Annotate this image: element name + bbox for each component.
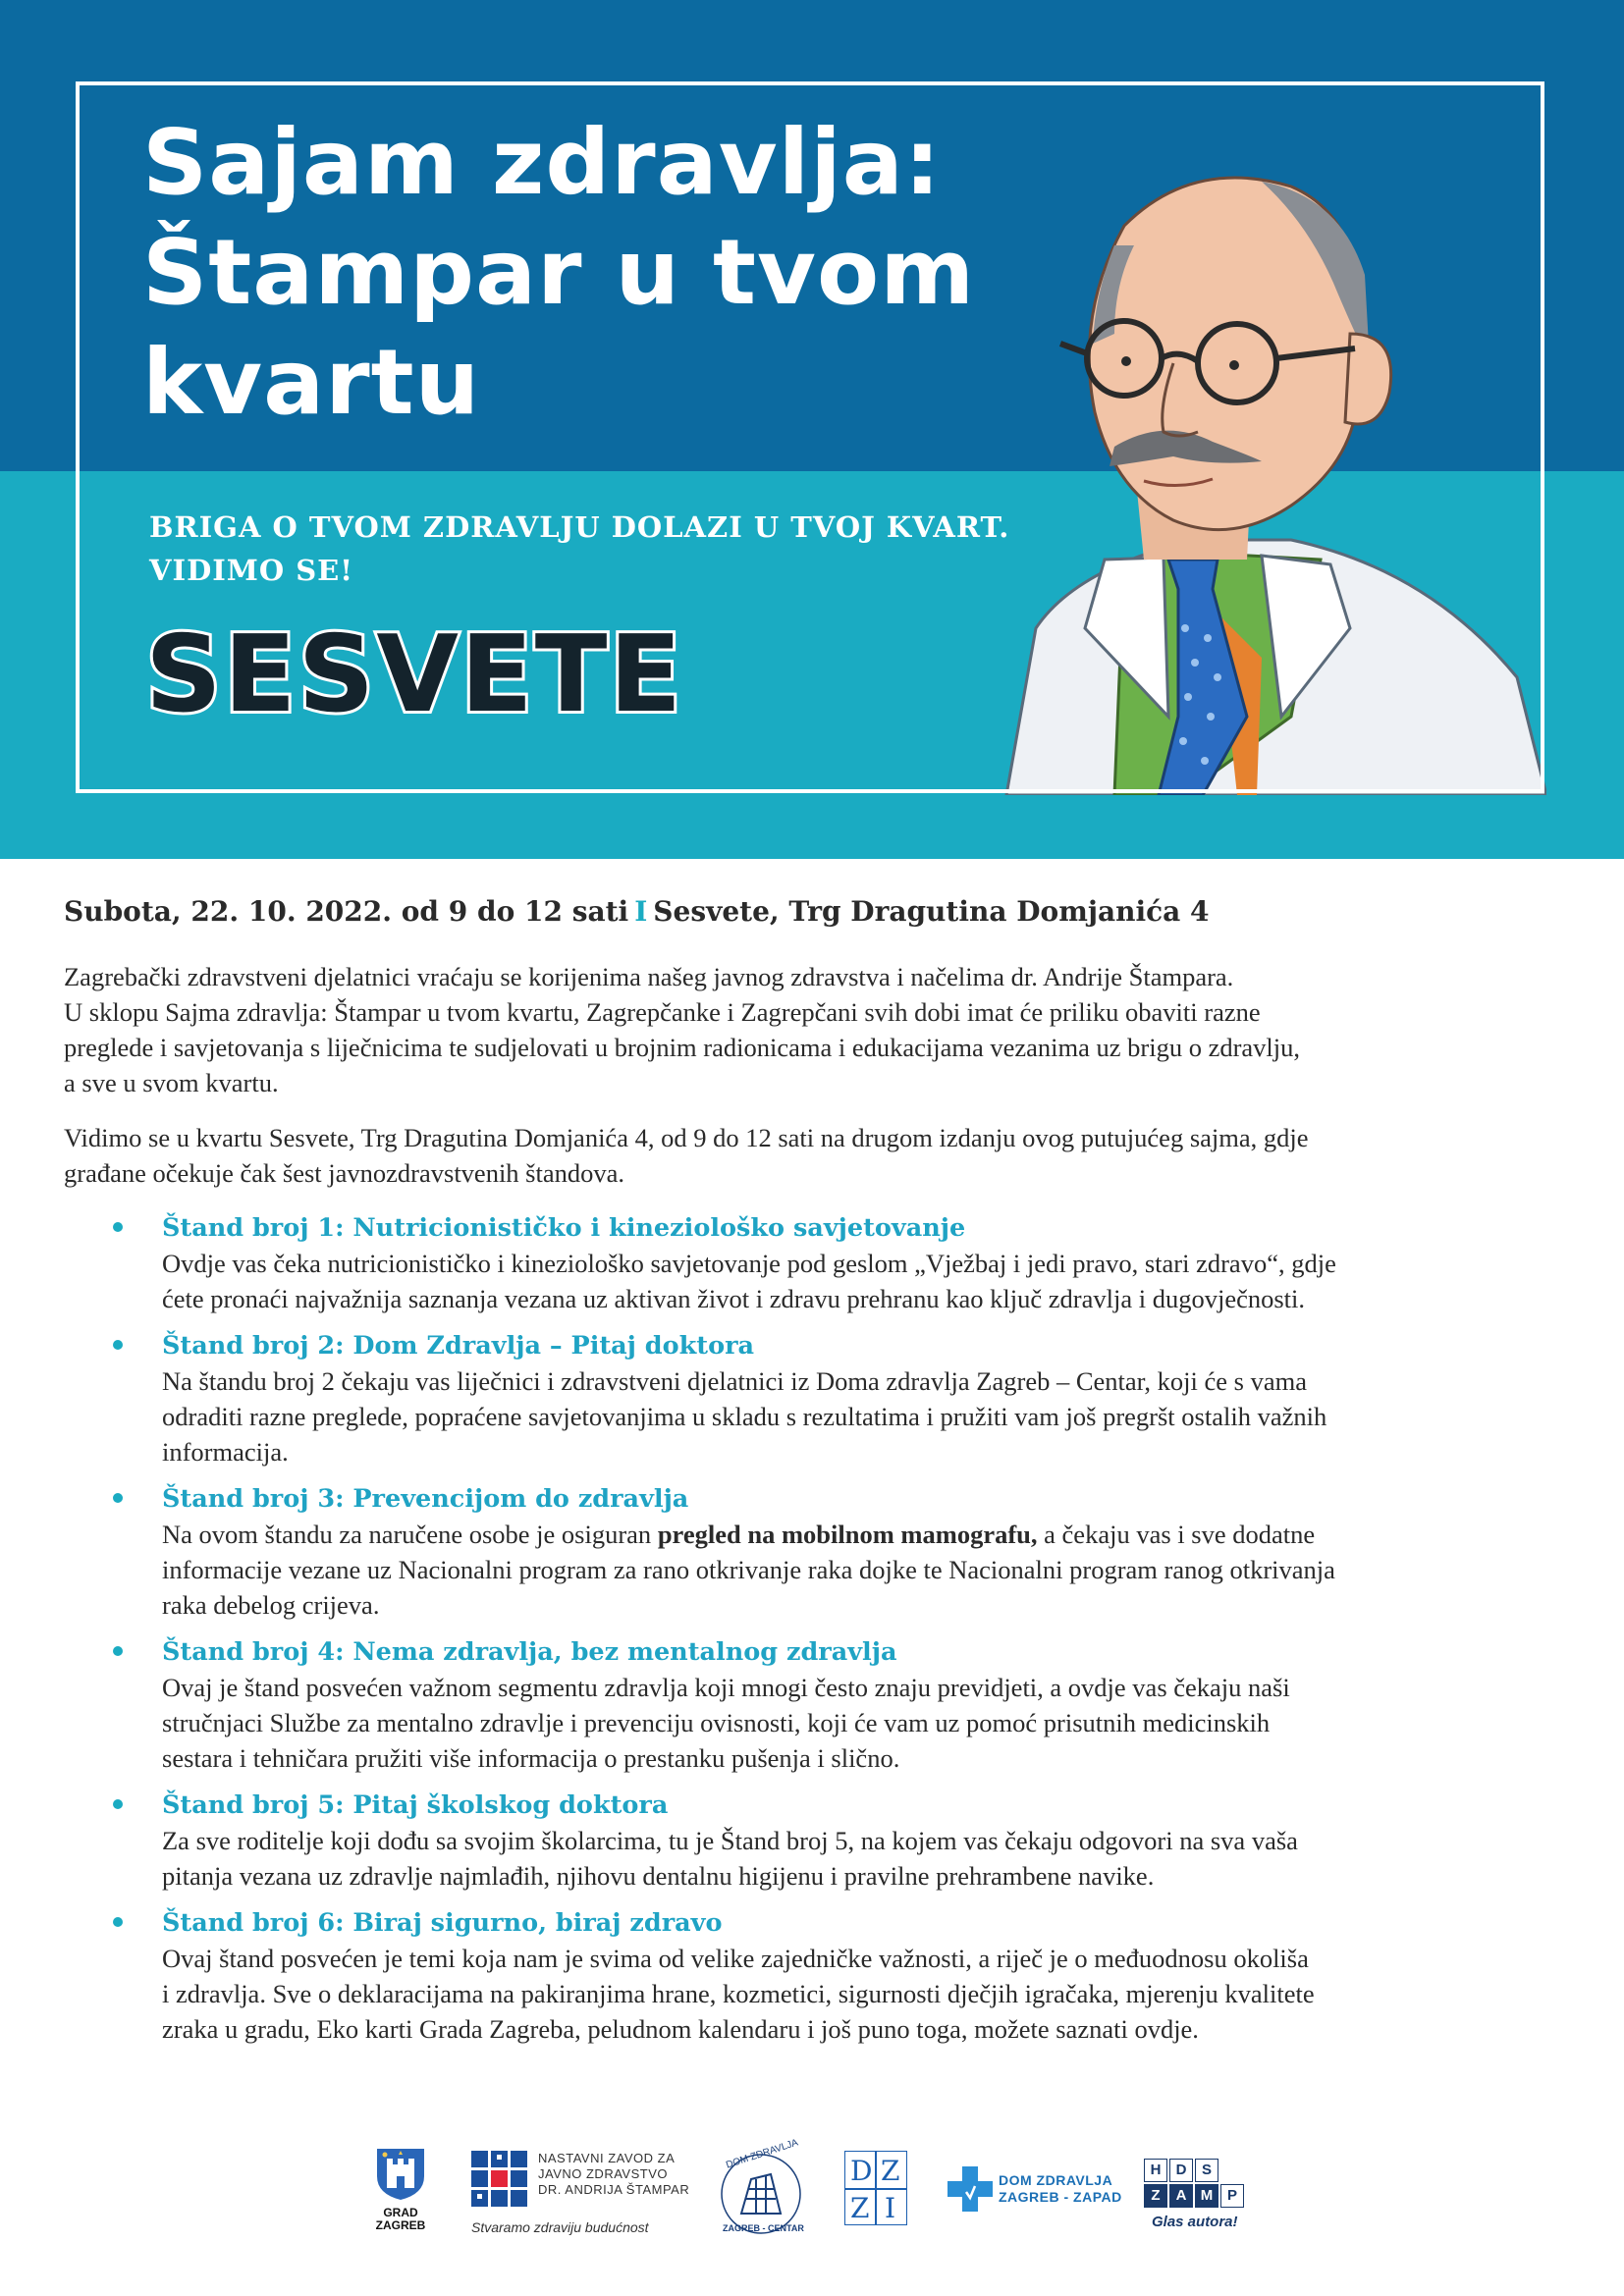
- stand-title: Štand broj 3: Prevencijom do zdravlja: [162, 1484, 689, 1514]
- event-subtitle: [149, 506, 1033, 592]
- zagreb-coat-of-arms-icon: [373, 2145, 428, 2202]
- hds-letter: S: [1195, 2159, 1218, 2182]
- bullet-icon: [113, 1340, 123, 1350]
- nzjz-line: JAVNO ZDRAVSTVO: [538, 2166, 668, 2181]
- grad-zagreb-logo: [373, 2145, 428, 2232]
- intro-line: preglede i savjetovanja s liječnicima te sudjelovati u brojnim radionicama i edukacijama vezanima uz brigu o zdravlju,: [64, 1033, 1301, 1062]
- dzzi-letter: D: [850, 2155, 873, 2187]
- stand-line: odraditi razne preglede, popraćene savjetovanjima u skladu s rezultatima i pružiti vam još pregršt ostalih važnih: [162, 1402, 1327, 1431]
- title-line-2: Štampar u tvom: [142, 220, 976, 325]
- hds-letter: H: [1144, 2159, 1167, 2182]
- stand-line: zraka u gradu, Eko karti Grada Zagreba, peludnom kalendaru i još puno toga, možete saznati ovdje.: [162, 2014, 1199, 2044]
- event-content: [64, 895, 1566, 2058]
- event-date-line: [64, 895, 1566, 928]
- nzjz-grid-icon: [471, 2151, 528, 2208]
- dzzi-letter: Z: [881, 2155, 900, 2187]
- event-date-time: Subota, 22. 10. 2022. od 9 do 12 sati: [64, 895, 629, 928]
- dzzi-logo: [844, 2145, 913, 2233]
- dz-centar-bottom-text: ZAGREB - CENTAR: [723, 2223, 804, 2233]
- stand-line: Ovaj je štand posvećen važnom segmentu zdravlja koji mnogi često znaju previdjeti, a ovdje vas čekaju naši: [162, 1673, 1290, 1702]
- intro-line: a sve u svom kvartu.: [64, 1068, 279, 1097]
- nzjz-line: NASTAVNI ZAVOD ZA: [538, 2151, 676, 2165]
- stand-item-4: [64, 1634, 1566, 1776]
- hds-letter: D: [1169, 2159, 1193, 2182]
- stand-title: Štand broj 2: Dom Zdravlja – Pitaj doktora: [162, 1331, 755, 1361]
- hds-row: [1144, 2159, 1218, 2182]
- stand-line: Ovdje vas čeka nutricionističko i kineziološko savjetovanje pod geslom „Vježbaj i jedi pravo, stari zdravo“, gdje: [162, 1249, 1336, 1278]
- stand-line: Ovaj štand posvećen je temi koja nam je svima od velike zajedničke važnosti, a riječ je o međuodnosu okoliša: [162, 1944, 1309, 1973]
- stand-line: raka debelog crijeva.: [162, 1590, 380, 1620]
- caption-line: ZAGREB: [375, 2218, 426, 2232]
- bullet-icon: [113, 1646, 123, 1656]
- stand-title: Štand broj 1: Nutricionističko i kineziološko savjetovanje: [162, 1213, 966, 1243]
- zamp-letter: Z: [1144, 2184, 1167, 2208]
- zamp-row: [1144, 2184, 1244, 2208]
- date-separator: I: [634, 895, 648, 928]
- stand-item-3: [64, 1481, 1566, 1623]
- stand-description: [162, 1517, 1566, 1623]
- dz-zapad-line: DOM ZDRAVLJA: [999, 2172, 1113, 2188]
- hero-banner: [0, 0, 1624, 859]
- intro-line: Vidimo se u kvartu Sesvete, Trg Dragutina Domjanića 4, od 9 do 12 sati na drugom izdanju ovog putujućeg sajma, gdje: [64, 1123, 1309, 1152]
- event-location-heading: SESVETE: [145, 614, 684, 736]
- subtitle-line-2: VIDIMO SE!: [149, 554, 354, 587]
- bullet-icon: [113, 1493, 123, 1503]
- stand-title: Štand broj 4: Nema zdravlja, bez mentalnog zdravlja: [162, 1637, 897, 1667]
- event-title: [142, 108, 1026, 438]
- dz-centar-top-text: DOM ZDRAVLJA: [725, 2137, 800, 2171]
- intro-paragraph-2: [64, 1120, 1566, 1191]
- stand-line-text: a čekaju vas i sve dodatne: [1037, 1520, 1316, 1549]
- stand-description: [162, 1363, 1566, 1469]
- title-line-1: Sajam zdravlja:: [142, 110, 942, 215]
- dz-zapad-line: ZAGREB - ZAPAD: [999, 2189, 1122, 2205]
- caption-line: GRAD: [383, 2206, 418, 2219]
- dz-zapad-cross-icon: [947, 2166, 993, 2212]
- dz-centar-logo: [717, 2137, 805, 2243]
- dz-zapad-name: [999, 2172, 1136, 2206]
- bullet-icon: [113, 1222, 123, 1232]
- title-line-3: kvartu: [142, 330, 481, 435]
- stand-line: pitanja vezana uz zdravlje najmlađih, njihovu dentalnu higijenu i pravilne prehrambene navike.: [162, 1861, 1155, 1891]
- stand-list: [64, 1210, 1566, 2047]
- bullet-icon: [113, 1917, 123, 1927]
- intro-paragraph-1: [64, 959, 1566, 1100]
- event-place: Sesvete, Trg Dragutina Domjanića 4: [653, 895, 1210, 928]
- dzzi-divider-h: [844, 2188, 907, 2190]
- stand-line: i zdravlja. Sve o deklaracijama na pakiranjima hrane, kozmetici, sigurnosti dječjih igračaka, mjerenju kvalitete: [162, 1979, 1315, 2008]
- zamp-letter: P: [1220, 2184, 1244, 2208]
- stand-line: informacija.: [162, 1437, 289, 1467]
- stand-title: Štand broj 5: Pitaj školskog doktora: [162, 1790, 669, 1820]
- stand-line: sestara i tehničara pružiti više informacija o prestanku pušenja i slično.: [162, 1743, 900, 1773]
- stand-line: ćete pronaći najvažnija saznanja vezana uz aktivan život i zdravu prehranu kao ključ zdravlja i dugovječnosti.: [162, 1284, 1306, 1313]
- mammography-highlight: pregled na mobilnom mamografu,: [657, 1520, 1038, 1549]
- stand-line: stručnjaci Službe za mentalno zdravlje i prevenciju ovisnosti, koji će vam uz pomoć prisutnih medicinskih: [162, 1708, 1271, 1737]
- stand-line: informacije vezane uz Nacionalni program za rano otkrivanje raka dojke te Nacionalni program ranog otkrivanja: [162, 1555, 1335, 1584]
- zamp-letter: M: [1195, 2184, 1218, 2208]
- intro-line: U sklopu Sajma zdravlja: Štampar u tvom kvartu, Zagrepčanke i Zagrepčani svih dobi imat će priliku obaviti razne: [64, 997, 1261, 1027]
- stand-description: [162, 1823, 1566, 1894]
- dzzi-letter: Z: [850, 2192, 870, 2224]
- partner-logos: [0, 2137, 1624, 2253]
- zamp-letter: A: [1169, 2184, 1193, 2208]
- stand-line: [162, 1517, 1566, 1552]
- stand-item-2: [64, 1328, 1566, 1469]
- stand-line: Za sve roditelje koji dođu sa svojim školarcima, tu je Štand broj 5, na kojem vas čekaju odgovori na sva vaša: [162, 1826, 1298, 1855]
- stand-line: Na štandu broj 2 čekaju vas liječnici i zdravstveni djelatnici iz Doma zdravlja Zagreb – Centar, koji će s vama: [162, 1366, 1307, 1396]
- stand-item-1: [64, 1210, 1566, 1316]
- stand-line-text: Na ovom štandu za naručene osobe je osiguran: [162, 1520, 658, 1549]
- nzjz-slogan: Stvaramo zdraviju budućnost: [471, 2219, 649, 2235]
- nzjz-name: [538, 2151, 695, 2198]
- subtitle-line-1: BRIGA O TVOM ZDRAVLJU DOLAZI U TVOJ KVART.: [149, 510, 1010, 544]
- bullet-icon: [113, 1799, 123, 1809]
- nzjz-line: DR. ANDRIJA ŠTAMPAR: [538, 2182, 690, 2197]
- stand-description: [162, 1246, 1566, 1316]
- dzzi-letter: I: [885, 2192, 896, 2224]
- stand-item-6: [64, 1905, 1566, 2047]
- stand-description: [162, 1670, 1566, 1776]
- stand-item-5: [64, 1788, 1566, 1894]
- zamp-slogan: Glas autora!: [1152, 2214, 1238, 2230]
- intro-line: Zagrebački zdravstveni djelatnici vraćaju se korijenima našeg javnog zdravstva i načelima dr. Andrije Štampara.: [64, 962, 1234, 991]
- stand-description: [162, 1941, 1566, 2047]
- grad-zagreb-caption: [373, 2207, 428, 2232]
- intro-line: građane očekuje čak šest javnozdravstvenih štandova.: [64, 1158, 625, 1188]
- stand-title: Štand broj 6: Biraj sigurno, biraj zdravo: [162, 1908, 723, 1938]
